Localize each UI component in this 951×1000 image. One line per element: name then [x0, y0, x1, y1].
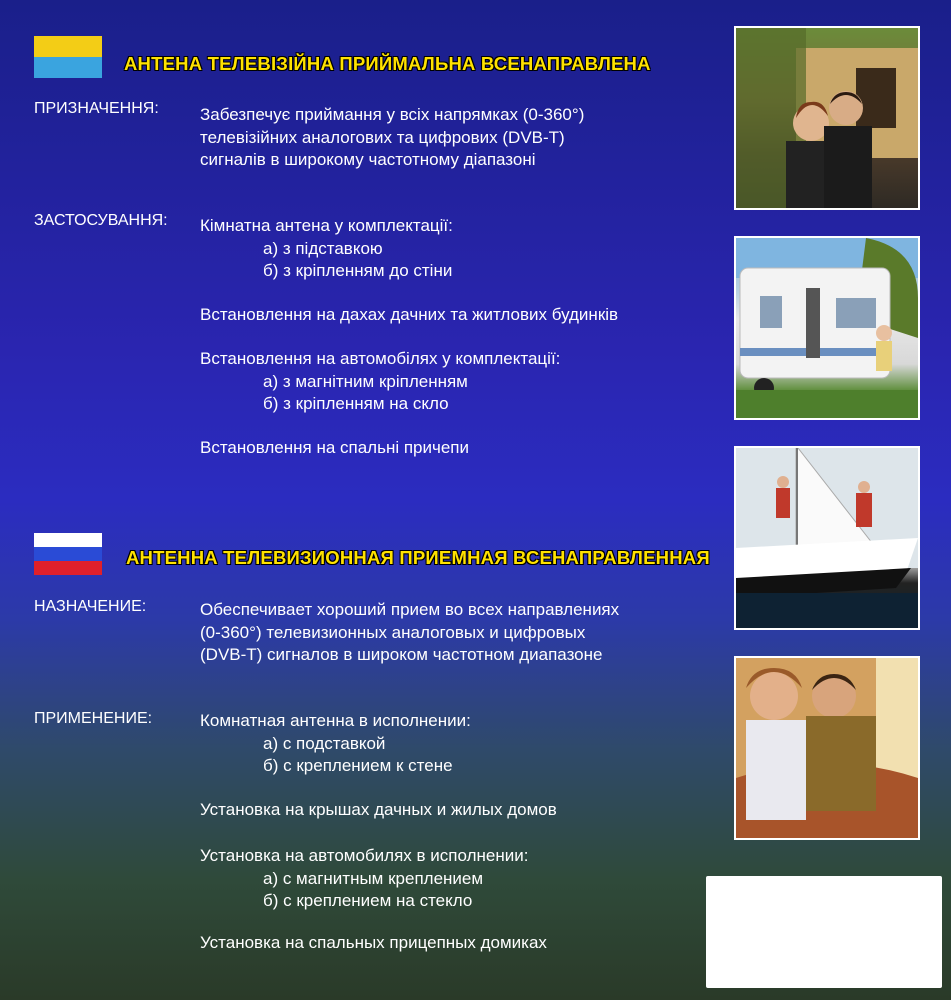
ua-usage-indoor: Кімнатна антена у комплектації: а) з підставкою б) з кріпленням до стіни — [200, 216, 453, 280]
ukrainian-title: АНТЕНА ТЕЛЕВІЗІЙНА ПРИЙМАЛЬНА ВСЕНАПРАВЛЕНА — [124, 53, 651, 74]
ru-purpose-label: НАЗНАЧЕНИЕ: — [34, 598, 147, 615]
ru-usage-car: Установка на автомобилях в исполнении: а) с магнитным креплением б) с креплением на стекло — [200, 846, 529, 910]
photo-yacht — [734, 446, 920, 630]
photo-caravan — [734, 236, 920, 420]
ua-usage-roof: Встановлення на дахах дачних та житлових будинків — [200, 305, 619, 324]
ua-usage-label: ЗАСТОСУВАННЯ: — [34, 212, 168, 229]
ua-usage-trailer: Встановлення на спальні причепи — [200, 438, 470, 457]
ukraine-flag — [34, 36, 102, 78]
photo-couple-house — [734, 26, 920, 210]
photo-couple-sofa — [734, 656, 920, 840]
ru-usage-indoor: Комнатная антенна в исполнении: а) с подставкой б) с креплением к стене — [200, 711, 471, 775]
ru-usage-roof: Установка на крышах дачных и жилых домов — [200, 800, 557, 819]
ua-usage-car: Встановлення на автомобілях у комплектації: а) з магнітним кріпленням б) з кріпленням на скло — [200, 349, 561, 413]
ru-usage-trailer: Установка на спальных прицепных домиках — [200, 933, 547, 952]
blank-label-area — [706, 876, 942, 988]
russian-title: АНТЕННА ТЕЛЕВИЗИОННАЯ ПРИЕМНАЯ ВСЕНАПРАВЛЕННАЯ — [126, 547, 710, 568]
ru-usage-label: ПРИМЕНЕНИЕ: — [34, 710, 153, 727]
russia-flag — [34, 533, 102, 575]
ua-purpose-label: ПРИЗНАЧЕННЯ: — [34, 100, 159, 117]
ru-purpose-text: Обеспечивает хороший прием во всех направлениях (0-360°) телевизионных аналоговых и цифровых (DVB-T) сигналов в широком частотном диапазоне — [200, 600, 620, 664]
ua-purpose-text: Забезпечує приймання у всіх напрямках (0-360°) телевізійних аналогових та цифрових (DVB-T) сигналів в широкому частотному діапазоні — [200, 105, 585, 169]
